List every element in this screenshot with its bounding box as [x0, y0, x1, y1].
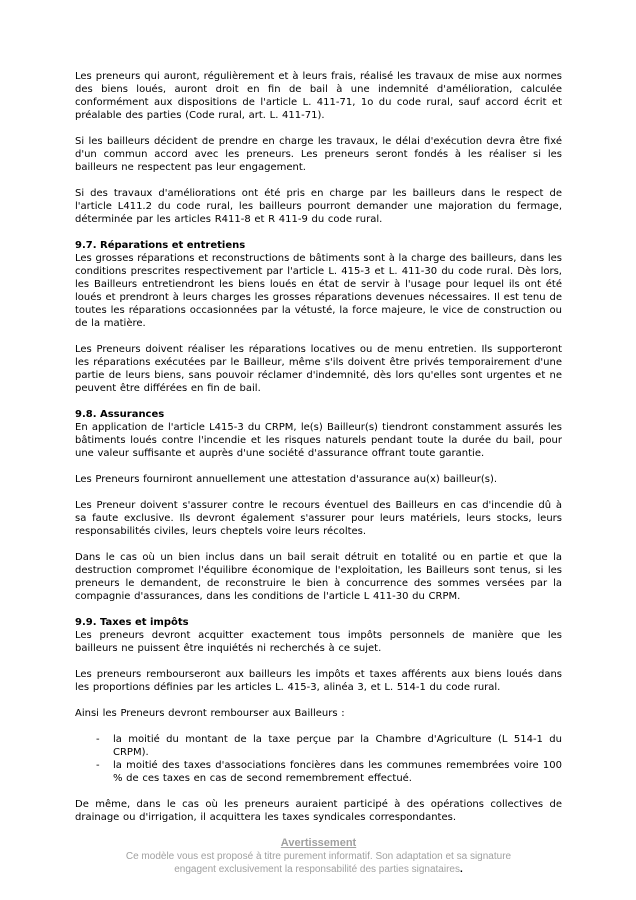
paragraph: Ainsi les Preneurs devront rembourser aux Bailleurs :: [75, 708, 345, 719]
footer-warning-body: Ce modèle vous est proposé à titre purement informatif. Son adaptation et sa signature engagent exclusivement la responsabilité des parties signataires: [125, 851, 512, 875]
paragraph: Les Preneur doivent s'assurer contre le recours éventuel des Bailleurs en cas d'incendie dû à sa faute exclusive. Ils devront également s'assurer pour leurs matériels, leurs stocks, leurs responsabilités civiles, leurs cheptels voire leurs récoltes.: [75, 500, 562, 537]
footer-warning-period: .: [459, 864, 463, 875]
section-heading: 9.8. Assurances: [75, 409, 165, 420]
paragraph: Dans le cas où un bien inclus dans un bail serait détruit en totalité ou en partie et que la destruction compromet l'équilibre économique de l'exploitation, les Bailleurs sont tenus, si les preneurs le demandent, de reconstruire le bien à concurrence des sommes versées par la compagnie d'assurances, dans les conditions de l'article L 411-30 du CRPM.: [75, 552, 562, 602]
paragraph: Les preneurs rembourseront aux bailleurs les impôts et taxes afférents aux biens loués dans les proportions définies par les articles L. 415-3, alinéa 3, et L. 514-1 du code rural.: [75, 669, 562, 693]
paragraph: Les grosses réparations et reconstructions de bâtiments sont à la charge des bailleurs, dans les conditions prescrites respectivement par l'article L. 415-3 et L. 411-30 du code rural. Dès lors, les Bailleurs entretiendront les biens loués en état de servir à l'usage pour lequel ils ont été loués et prendront à leurs charges les grosses réparations devenues nécessaires. Il est tenu de toutes les réparations occasionnées par la vétusté, la force majeure, le vice de construction ou de la matière.: [75, 253, 562, 329]
section-heading: 9.9. Taxes et impôts: [75, 617, 189, 628]
paragraph: Les preneurs qui auront, régulièrement et à leurs frais, réalisé les travaux de mise aux normes des biens loués, auront droit en fin de bail à une indemnité d'amélioration, calculée conformément aux dispositions de l'article L. 411-71, 1o du code rural, sauf accord écrit et préalable des parties (Code rural, art. L. 411-71).: [75, 71, 562, 121]
document-body: [75, 70, 562, 824]
paragraph: Les Preneurs doivent réaliser les réparations locatives ou de menu entretien. Ils supporteront les réparations exécutées par le Bailleur, même s'ils doivent être privés temporairement d'une partie de leurs biens, sans pouvoir réclamer d'indemnité, dès lors qu'elles sont urgentes et ne peuvent être différées en fin de bail.: [75, 344, 562, 394]
list-item: - la moitié des taxes d'associations foncières dans les communes remembrées voire 100 % de ces taxes en cas de second remembrement effectué.: [75, 759, 562, 785]
document-footer: [75, 837, 562, 876]
footer-warning-text: [75, 850, 562, 876]
footer-warning-title: Avertissement: [280, 837, 357, 849]
reimbursement-list: [75, 733, 562, 785]
list-item: - la moitié du montant de la taxe perçue par la Chambre d'Agriculture (L 514-1 du CRPM).: [75, 733, 562, 759]
paragraph: Les Preneurs fourniront annuellement une attestation d'assurance au(x) bailleur(s).: [75, 474, 498, 485]
paragraph: Les preneurs devront acquitter exactement tous impôts personnels de manière que les bailleurs ne puissent être inquiétés ni recherchés à ce sujet.: [75, 630, 562, 654]
paragraph: De même, dans le cas où les preneurs auraient participé à des opérations collectives de drainage ou d'irrigation, il acquittera les taxes syndicales correspondantes.: [75, 799, 562, 823]
paragraph: Si les bailleurs décident de prendre en charge les travaux, le délai d'exécution devra être fixé d'un commun accord avec les preneurs. Les preneurs seront fondés à les réaliser si les bailleurs ne respectent pas leur engagement.: [75, 136, 562, 173]
section-heading: 9.7. Réparations et entretiens: [75, 240, 246, 251]
paragraph: Si des travaux d'améliorations ont été pris en charge par les bailleurs dans le respect de l'article L411.2 du code rural, les bailleurs pourront demander une majoration du fermage, déterminée par les articles R411-8 et R 411-9 du code rural.: [75, 188, 562, 225]
paragraph: En application de l'article L415-3 du CRPM, le(s) Bailleur(s) tiendront constamment assurés les bâtiments loués contre l'incendie et les risques naturels pendant toute la durée du bail, pour une valeur suffisante et auprès d'une société d'assurance offrant toute garantie.: [75, 422, 562, 459]
